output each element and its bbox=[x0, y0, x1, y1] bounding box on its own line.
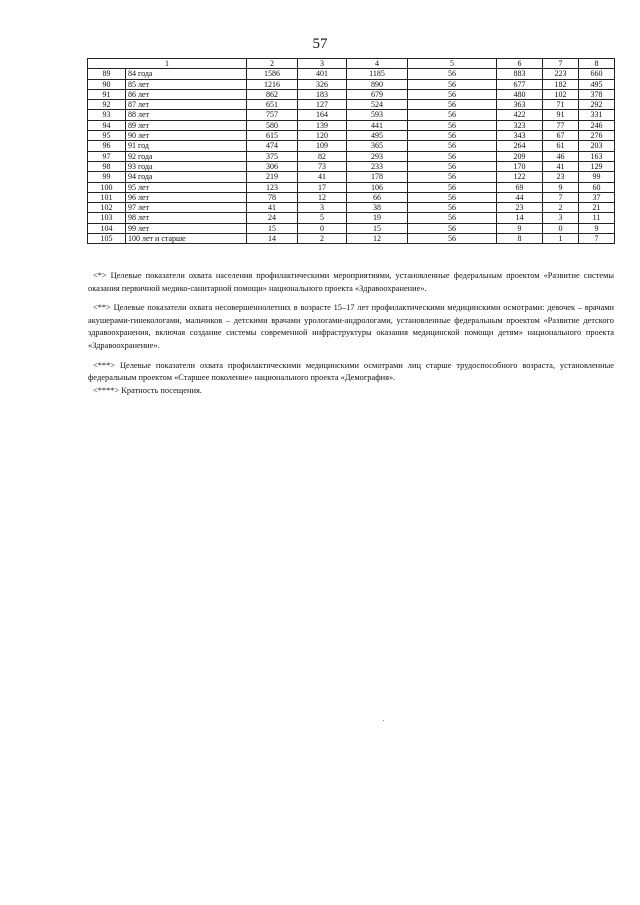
column-header: 8 bbox=[579, 59, 615, 69]
row-number-cell: 100 bbox=[88, 182, 126, 192]
value-cell: 375 bbox=[247, 151, 298, 161]
value-cell: 106 bbox=[347, 182, 408, 192]
value-cell: 56 bbox=[408, 141, 497, 151]
value-cell: 182 bbox=[543, 79, 579, 89]
value-cell: 120 bbox=[298, 131, 347, 141]
table-row bbox=[88, 192, 615, 202]
value-cell: 164 bbox=[298, 110, 347, 120]
column-header: 5 bbox=[408, 59, 497, 69]
value-cell: 67 bbox=[543, 131, 579, 141]
table-row bbox=[88, 89, 615, 99]
table-row bbox=[88, 151, 615, 161]
value-cell: 495 bbox=[347, 131, 408, 141]
value-cell: 139 bbox=[298, 120, 347, 130]
value-cell: 0 bbox=[543, 223, 579, 233]
value-cell: 56 bbox=[408, 131, 497, 141]
value-cell: 61 bbox=[543, 141, 579, 151]
row-number-cell: 90 bbox=[88, 79, 126, 89]
value-cell: 122 bbox=[497, 172, 543, 182]
value-cell: 14 bbox=[497, 213, 543, 223]
footnote: <*> Целевые показатели охвата населения профилактическими мероприятиями, установленные федеральным проектом «Развитие системы оказания первичной медико-санитарной помощи» национального проекта «Здравоохранение». bbox=[88, 271, 614, 293]
age-cell: 86 лет bbox=[126, 89, 247, 99]
value-cell: 46 bbox=[543, 151, 579, 161]
footnote: <***> Целевые показатели охвата профилактическими медицинскими осмотрами лиц старше трудоспособного возраста, установленные федеральным проектом «Старшее поколение» национального проекта «Демография». bbox=[88, 360, 614, 383]
row-number-cell: 98 bbox=[88, 161, 126, 171]
table-row bbox=[88, 234, 615, 244]
value-cell: 66 bbox=[347, 192, 408, 202]
table-row bbox=[88, 203, 615, 213]
value-cell: 5 bbox=[298, 213, 347, 223]
value-cell: 56 bbox=[408, 203, 497, 213]
value-cell: 123 bbox=[247, 182, 298, 192]
value-cell: 17 bbox=[298, 182, 347, 192]
value-cell: 276 bbox=[579, 131, 615, 141]
row-number-cell: 89 bbox=[88, 69, 126, 79]
value-cell: 209 bbox=[497, 151, 543, 161]
value-cell: 401 bbox=[298, 69, 347, 79]
value-cell: 651 bbox=[247, 100, 298, 110]
age-cell: 98 лет bbox=[126, 213, 247, 223]
age-cell: 95 лет bbox=[126, 182, 247, 192]
value-cell: 24 bbox=[247, 213, 298, 223]
table-row bbox=[88, 223, 615, 233]
value-cell: 56 bbox=[408, 192, 497, 202]
table-row bbox=[88, 69, 615, 79]
table-row bbox=[88, 120, 615, 130]
value-cell: 56 bbox=[408, 69, 497, 79]
age-cell: 84 года bbox=[126, 69, 247, 79]
value-cell: 183 bbox=[298, 89, 347, 99]
value-cell: 264 bbox=[497, 141, 543, 151]
row-number-cell: 104 bbox=[88, 223, 126, 233]
value-cell: 660 bbox=[579, 69, 615, 79]
age-cell: 94 года bbox=[126, 172, 247, 182]
row-number-cell: 102 bbox=[88, 203, 126, 213]
value-cell: 71 bbox=[543, 100, 579, 110]
value-cell: 56 bbox=[408, 79, 497, 89]
column-header: 6 bbox=[497, 59, 543, 69]
value-cell: 56 bbox=[408, 151, 497, 161]
value-cell: 593 bbox=[347, 110, 408, 120]
value-cell: 293 bbox=[347, 151, 408, 161]
value-cell: 14 bbox=[247, 234, 298, 244]
table-row bbox=[88, 161, 615, 171]
value-cell: 56 bbox=[408, 223, 497, 233]
value-cell: 679 bbox=[347, 89, 408, 99]
column-header: 2 bbox=[247, 59, 298, 69]
age-cell: 85 лет bbox=[126, 79, 247, 89]
age-cell: 89 лет bbox=[126, 120, 247, 130]
value-cell: 365 bbox=[347, 141, 408, 151]
value-cell: 8 bbox=[497, 234, 543, 244]
value-cell: 203 bbox=[579, 141, 615, 151]
table-row bbox=[88, 182, 615, 192]
value-cell: 246 bbox=[579, 120, 615, 130]
value-cell: 580 bbox=[247, 120, 298, 130]
value-cell: 0 bbox=[298, 223, 347, 233]
table-row bbox=[88, 172, 615, 182]
value-cell: 524 bbox=[347, 100, 408, 110]
value-cell: 7 bbox=[543, 192, 579, 202]
table-row bbox=[88, 131, 615, 141]
value-cell: 1185 bbox=[347, 69, 408, 79]
table-row bbox=[88, 79, 615, 89]
row-number-cell: 94 bbox=[88, 120, 126, 130]
age-cell: 96 лет bbox=[126, 192, 247, 202]
scan-speck bbox=[383, 720, 384, 721]
value-cell: 323 bbox=[497, 120, 543, 130]
value-cell: 41 bbox=[298, 172, 347, 182]
row-number-cell: 105 bbox=[88, 234, 126, 244]
row-number-cell: 97 bbox=[88, 151, 126, 161]
value-cell: 82 bbox=[298, 151, 347, 161]
table-body bbox=[88, 69, 615, 244]
value-cell: 331 bbox=[579, 110, 615, 120]
column-header: 4 bbox=[347, 59, 408, 69]
value-cell: 3 bbox=[543, 213, 579, 223]
value-cell: 11 bbox=[579, 213, 615, 223]
value-cell: 7 bbox=[579, 234, 615, 244]
value-cell: 306 bbox=[247, 161, 298, 171]
value-cell: 56 bbox=[408, 110, 497, 120]
value-cell: 78 bbox=[247, 192, 298, 202]
table-row bbox=[88, 110, 615, 120]
age-cell: 90 лет bbox=[126, 131, 247, 141]
value-cell: 41 bbox=[247, 203, 298, 213]
value-cell: 292 bbox=[579, 100, 615, 110]
row-number-cell: 91 bbox=[88, 89, 126, 99]
value-cell: 378 bbox=[579, 89, 615, 99]
value-cell: 56 bbox=[408, 89, 497, 99]
value-cell: 343 bbox=[497, 131, 543, 141]
value-cell: 363 bbox=[497, 100, 543, 110]
age-cell: 91 год bbox=[126, 141, 247, 151]
value-cell: 615 bbox=[247, 131, 298, 141]
value-cell: 9 bbox=[579, 223, 615, 233]
value-cell: 56 bbox=[408, 172, 497, 182]
value-cell: 23 bbox=[497, 203, 543, 213]
row-number-cell: 96 bbox=[88, 141, 126, 151]
row-number-cell: 92 bbox=[88, 100, 126, 110]
value-cell: 69 bbox=[497, 182, 543, 192]
value-cell: 223 bbox=[543, 69, 579, 79]
age-cell: 88 лет bbox=[126, 110, 247, 120]
row-number-cell: 93 bbox=[88, 110, 126, 120]
row-number-cell: 101 bbox=[88, 192, 126, 202]
value-cell: 1586 bbox=[247, 69, 298, 79]
value-cell: 890 bbox=[347, 79, 408, 89]
value-cell: 38 bbox=[347, 203, 408, 213]
age-cell: 93 года bbox=[126, 161, 247, 171]
table-row bbox=[88, 100, 615, 110]
value-cell: 441 bbox=[347, 120, 408, 130]
age-cell: 97 лет bbox=[126, 203, 247, 213]
value-cell: 21 bbox=[579, 203, 615, 213]
value-cell: 422 bbox=[497, 110, 543, 120]
row-number-cell: 95 bbox=[88, 131, 126, 141]
value-cell: 23 bbox=[543, 172, 579, 182]
table-header-row bbox=[88, 59, 615, 69]
value-cell: 9 bbox=[497, 223, 543, 233]
value-cell: 15 bbox=[247, 223, 298, 233]
value-cell: 2 bbox=[298, 234, 347, 244]
age-cell: 100 лет и старше bbox=[126, 234, 247, 244]
value-cell: 1 bbox=[543, 234, 579, 244]
value-cell: 326 bbox=[298, 79, 347, 89]
value-cell: 12 bbox=[298, 192, 347, 202]
value-cell: 91 bbox=[543, 110, 579, 120]
value-cell: 109 bbox=[298, 141, 347, 151]
age-cell: 92 года bbox=[126, 151, 247, 161]
value-cell: 56 bbox=[408, 120, 497, 130]
value-cell: 495 bbox=[579, 79, 615, 89]
value-cell: 56 bbox=[408, 213, 497, 223]
value-cell: 12 bbox=[347, 234, 408, 244]
value-cell: 77 bbox=[543, 120, 579, 130]
row-number-cell: 99 bbox=[88, 172, 126, 182]
column-header: 7 bbox=[543, 59, 579, 69]
footnote: <**> Целевые показатели охвата несовершеннолетних в возрасте 15–17 лет профилактическими медицинскими осмотрами: девочек – врачами акушерами-гинекологами, мальчиков – детскими врачами урологами-андрологами, установленные федеральным проектом «Развитие детского здравоохранения, включая создание системы современной инфраструктуры оказания медицинской помощи детям» национального проекта «Здравоохранение». bbox=[88, 303, 614, 350]
value-cell: 60 bbox=[579, 182, 615, 192]
value-cell: 178 bbox=[347, 172, 408, 182]
value-cell: 163 bbox=[579, 151, 615, 161]
value-cell: 1216 bbox=[247, 79, 298, 89]
table-row bbox=[88, 213, 615, 223]
value-cell: 37 bbox=[579, 192, 615, 202]
value-cell: 102 bbox=[543, 89, 579, 99]
value-cell: 56 bbox=[408, 234, 497, 244]
value-cell: 2 bbox=[543, 203, 579, 213]
column-header: 1 bbox=[88, 59, 247, 69]
value-cell: 56 bbox=[408, 182, 497, 192]
value-cell: 56 bbox=[408, 161, 497, 171]
age-cell: 87 лет bbox=[126, 100, 247, 110]
value-cell: 757 bbox=[247, 110, 298, 120]
value-cell: 41 bbox=[543, 161, 579, 171]
page-number: 57 bbox=[312, 36, 328, 52]
value-cell: 170 bbox=[497, 161, 543, 171]
value-cell: 883 bbox=[497, 69, 543, 79]
footnote: <****> Кратность посещения. bbox=[93, 385, 202, 395]
value-cell: 19 bbox=[347, 213, 408, 223]
table-row bbox=[88, 141, 615, 151]
value-cell: 99 bbox=[579, 172, 615, 182]
value-cell: 480 bbox=[497, 89, 543, 99]
value-cell: 129 bbox=[579, 161, 615, 171]
value-cell: 15 bbox=[347, 223, 408, 233]
footnotes bbox=[88, 270, 614, 404]
value-cell: 9 bbox=[543, 182, 579, 192]
row-number-cell: 103 bbox=[88, 213, 126, 223]
value-cell: 56 bbox=[408, 100, 497, 110]
column-header: 3 bbox=[298, 59, 347, 69]
statistics-table bbox=[87, 58, 615, 244]
value-cell: 862 bbox=[247, 89, 298, 99]
value-cell: 127 bbox=[298, 100, 347, 110]
value-cell: 474 bbox=[247, 141, 298, 151]
value-cell: 3 bbox=[298, 203, 347, 213]
value-cell: 233 bbox=[347, 161, 408, 171]
value-cell: 44 bbox=[497, 192, 543, 202]
value-cell: 219 bbox=[247, 172, 298, 182]
age-cell: 99 лет bbox=[126, 223, 247, 233]
value-cell: 73 bbox=[298, 161, 347, 171]
value-cell: 677 bbox=[497, 79, 543, 89]
